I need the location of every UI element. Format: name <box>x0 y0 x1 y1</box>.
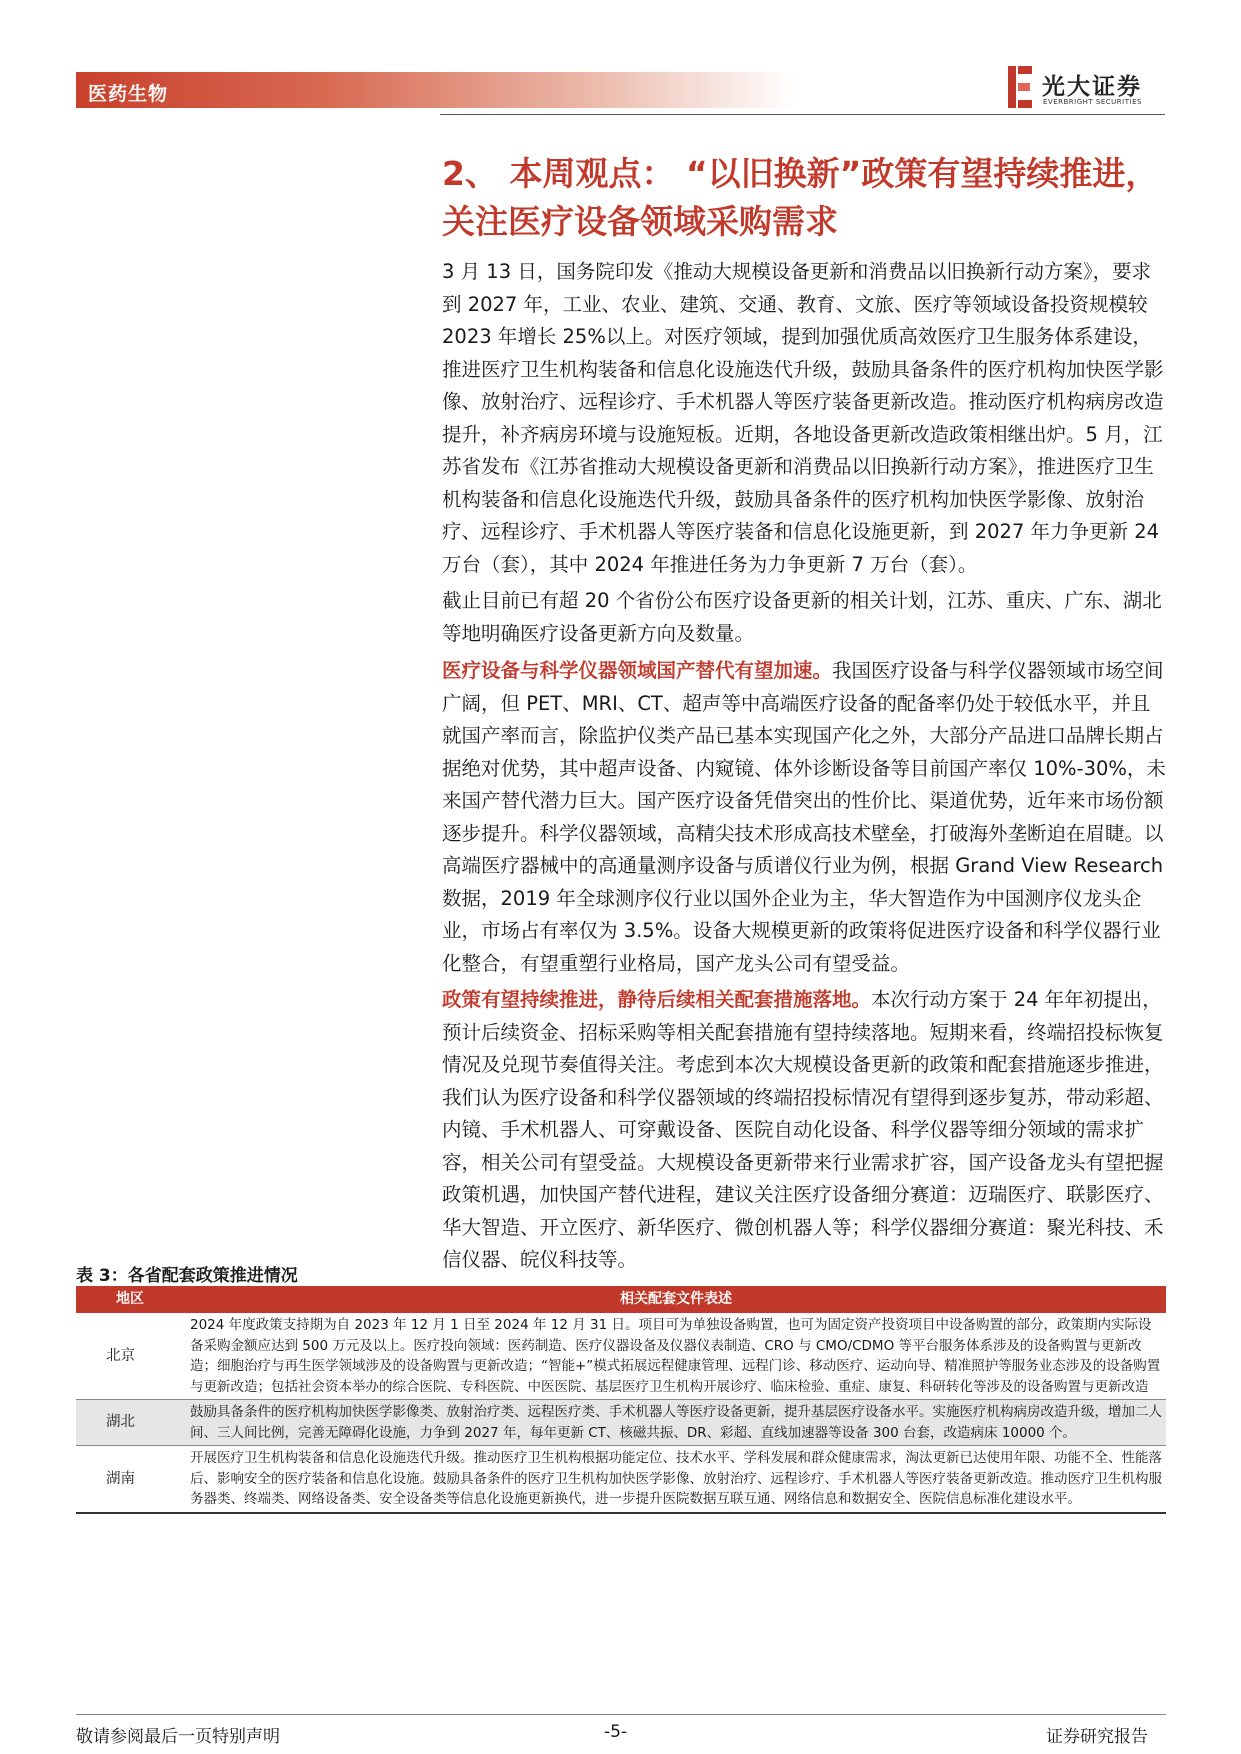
table-row <box>76 1446 1166 1513</box>
paragraph-highlight: 政策有望持续推进，静待后续相关配套措施落地。 <box>442 988 872 1011</box>
paragraph-province-plans: 截止目前已有超 20 个省份公布医疗设备更新的相关计划，江苏、重庆、广东、湖北等地明确医疗设备更新方向及数量。 <box>442 589 1162 645</box>
table-caption: 表 3：各省配套政策推进情况 <box>76 1266 298 1286</box>
page-number: -5- <box>604 1722 628 1742</box>
table-cell-text: 鼓励具备条件的医疗机构加快医学影像类、放射治疗类、远程医疗类、手术机器人等医疗设备更新，提升基层医疗设备水平。实施医疗机构病房改造升级，增加二人间、三人间比例，完善无障碍化设施，力争到 2027 年，每年更新 CT、核磁共振、DR、彩超、直线加速器等设备 300 台套，改造病床 10000 个。 <box>186 1400 1166 1446</box>
table-header-description: 相关配套文件表述 <box>186 1286 1166 1313</box>
table-cell-text: 2024 年度政策支持期为自 2023 年 12 月 1 日至 2024 年 12 月 31 日。项目可为单独设备购置，也可为固定资产投资项目中设备购置的部分，政策期内实际设备采购金额应达到 500 万元及以上。医疗投向领域：医药制造、医疗仪器设备及仪器仪表制造、CRO 与 CMO/CDMO 等平台服务体系涉及的设备购置与更新改造；细胞治疗与再生医学领域涉及的设备购置与更新改造；“智能+”模式拓展远程健康管理、远程门诊、移动医疗、运动向导、精准照护等服务业态涉及的设备购置与更新改造；包括社会资本举办的综合医院、专科医院、中医医院、基层医疗卫生机构开展诊疗、临床检验、重症、康复、科研转化等涉及的设备购置与更新改造 <box>190 1317 1161 1395</box>
table-header-region: 地区 <box>76 1286 186 1313</box>
paragraph-policy-overview: 3 月 13 日，国务院印发《推动大规模设备更新和消费品以旧换新行动方案》，要求到 2027 年，工业、农业、建筑、交通、教育、文旅、医疗等领域设备投资规模较 2023 年增长 25%以上。对医疗领域，提到加强优质高效医疗卫生服务体系建设，推进医疗卫生机构装备和信息化设施迭代升级，鼓励具备条件的医疗机构加快医学影像、放射治疗、远程诊疗、手术机器人等医疗装备更新改造。推动医疗机构病房改造提升，补齐病房环境与设施短板。近期，各地设备更新改造政策相继出炉。5 月，江苏省发布《江苏省推动大规模设备更新和消费品以旧换新行动方案》，推进医疗卫生机构装备和信息化设施迭代升级，鼓励具备条件的医疗机构加快医学影像、放射治疗、远程诊疗、手术机器人等医疗装备和信息化设施更新，到 2027 年力争更新 24 万台（套），其中 2024 年推进任务为力争更新 7 万台（套）。 <box>442 260 1164 576</box>
table-row <box>76 1400 1166 1446</box>
footer-rule <box>76 1714 1166 1715</box>
table-header-row <box>76 1286 1166 1313</box>
table-cell-region: 北京 <box>106 1347 135 1364</box>
logo-name-en: EVERBRIGHT SECURITIES <box>1043 98 1142 106</box>
paragraph-body: 本次行动方案于 24 年年初提出，预计后续资金、招标采购等相关配套措施有望持续落地。短期来看，终端招投标恢复情况及兑现节奏值得关注。考虑到本次大规模设备更新的政策和配套措施逐步推进，我们认为医疗设备和科学仪器领域的终端招投标情况有望得到逐步复苏，带动彩超、内镜、手术机器人、可穿戴设备、医院自动化设备、科学仪器等细分领域的需求扩容，相关公司有望受益。大规模设备更新带来行业需求扩容，国产设备龙头有望把握政策机遇，加快国产替代进程，建议关注医疗设备细分赛道：迈瑞医疗、联影医疗、华大智造、开立医疗、新华医疗、微创机器人等；科学仪器细分赛道：聚光科技、禾信仪器、皖仪科技等。 <box>442 988 1164 1271</box>
table-cell-region: 湖北 <box>76 1400 186 1446</box>
paragraph-policy-outlook <box>442 984 1166 1277</box>
footer-report-type: 证券研究报告 <box>1046 1727 1148 1747</box>
everbright-logo-icon <box>1006 64 1034 110</box>
header-rule <box>440 114 1165 115</box>
paragraph-body: 我国医疗设备与科学仪器领域市场空间广阔，但 PET、MRI、CT、超声等中高端医疗设备的配备率仍处于较低水平，并且就国产率而言，除监护仪类产品已基本实现国产化之外，大部分产品进口品牌长期占据绝对优势，其中超声设备、内窥镜、体外诊断设备等目前国产率仅 10%-30%，未来国产替代潜力巨大。国产医疗设备凭借突出的性价比、渠道优势，近年来市场份额逐步提升。科学仪器领域，高精尖技术形成高技术壁垒，打破海外垄断迫在眉睫。以高端医疗器械中的高通量测序设备与质谱仪行业为例，根据 Grand View Research 数据，2019 年全球测序仪行业以国外企业为主，华大智造作为中国测序仪龙头企业，市场占有率仅为 3.5%。设备大规模更新的政策将促进医疗设备和科学仪器行业化整合，有望重塑行业格局，国产龙头公司有望受益。 <box>442 659 1166 975</box>
section-title: 2、 本周观点： “以旧换新”政策有望持续推进，关注医疗设备领域采购需求 <box>442 154 1159 241</box>
header-band <box>76 72 796 108</box>
logo-name-cn: 光大证券 <box>1042 74 1142 100</box>
paragraph-domestic-substitution <box>442 655 1166 980</box>
table-cell-region: 湖南 <box>106 1470 135 1487</box>
table-row <box>76 1313 1166 1400</box>
section-label: 医药生物 <box>88 83 169 105</box>
brand-logo <box>1006 64 1166 110</box>
policy-table <box>76 1286 1166 1514</box>
paragraph-highlight: 医疗设备与科学仪器领域国产替代有望加速。 <box>442 659 833 682</box>
footer-disclaimer: 敬请参阅最后一页特别声明 <box>76 1727 280 1747</box>
table-cell-text: 开展医疗卫生机构装备和信息化设施迭代升级。推动医疗卫生机构根据功能定位、技术水平、学科发展和群众健康需求，淘汰更新已达使用年限、功能不全、性能落后、影响安全的医疗装备和信息化设施。鼓励具备条件的医疗卫生机构加快医学影像、放射治疗、远程诊疗、手术机器人等医疗装备更新改造。推动医疗卫生机构服务器类、终端类、网络设备类、安全设备类等信息化设施更新换代，进一步提升医院数据互联互通、网络信息和数据安全、医院信息标准化建设水平。 <box>190 1450 1162 1507</box>
